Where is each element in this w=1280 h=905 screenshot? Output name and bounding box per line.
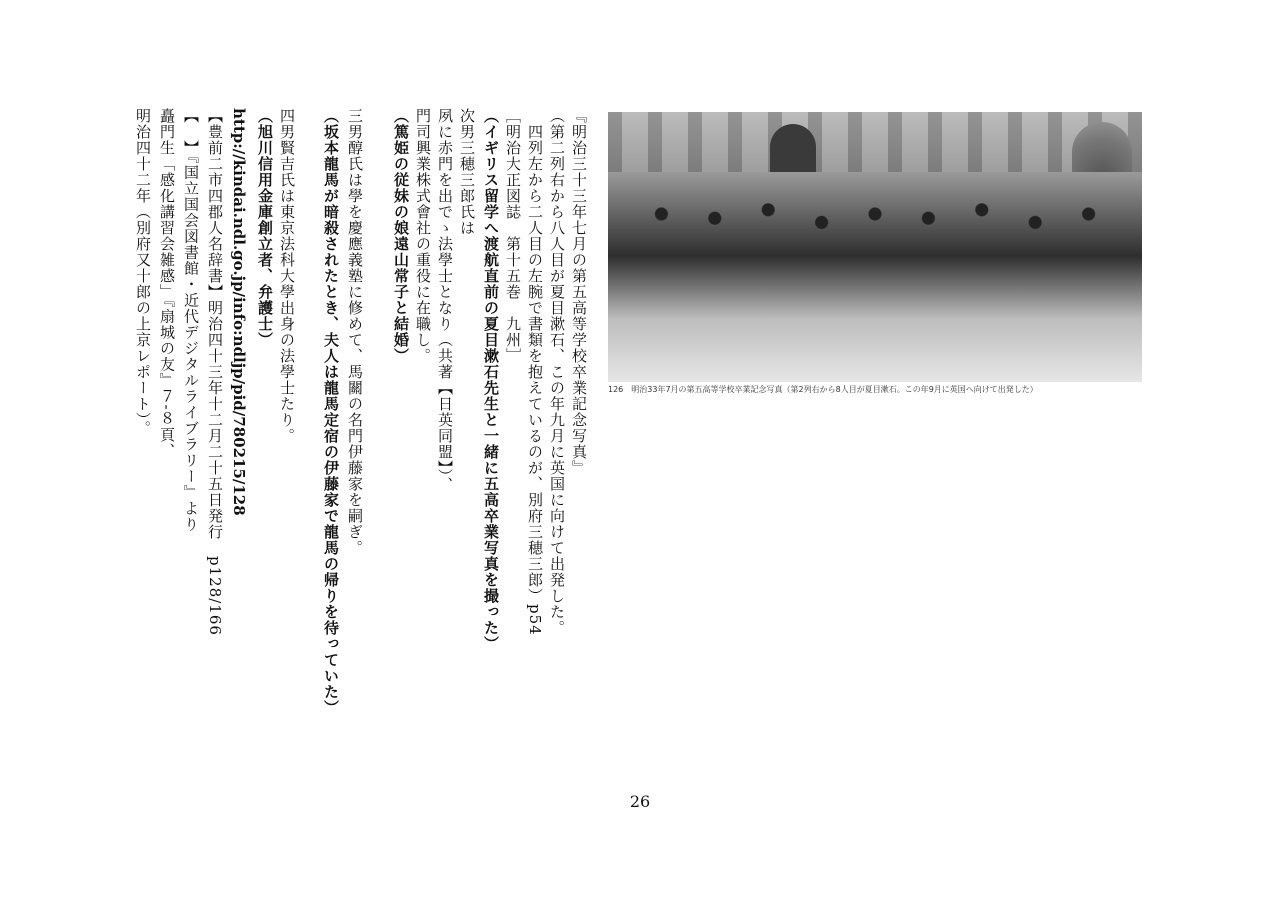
photo-caption: 126 明治33年7月の第五高等学校卒業記念写真（第2列右から8人目が夏目漱石。この年9月に英国へ向けて出発した） <box>608 385 1038 394</box>
page-number: 26 <box>629 792 651 811</box>
text-column-5: （イギリス留学へ渡航直前の夏目漱石先生と一緒に五高卒業写真を撮った） <box>482 108 500 652</box>
text-column-6: 次男三穂三郎氏は <box>458 108 476 236</box>
text-column-9: （篤姫の従妹の娘遠山常子と結婚） <box>392 108 410 364</box>
text-column-11: （坂本龍馬が暗殺されたとき、夫人は龍馬定宿の伊藤家で龍馬の帰りを待っていた） <box>322 108 340 716</box>
text-column-2: （第二列右から八人目が夏目漱石、この年九月に英国に向けて出発した。 <box>548 108 566 636</box>
text-column-18: 明治四十二年（別府又十郎の上京レポート）。 <box>134 108 152 437</box>
text-column-14[interactable]: http://kindai.ndl.go.jp/info:ndljp/pid/780215/128 <box>230 108 248 516</box>
text-column-4: ［明治大正図誌 第十五巻 九州］ <box>504 108 522 364</box>
text-column-10: 三男醇氏は學を慶應義塾に修めて、馬關の名門伊藤家を嗣ぎ。 <box>346 108 364 556</box>
photo-crowd <box>608 172 1142 382</box>
text-column-1: 『明治三十三年七月の第五高等学校卒業記念写真』 <box>570 108 588 476</box>
text-column-7: 夙に赤門を出でゝ法學士となり（共著【日英同盟】）、 <box>436 108 454 493</box>
text-column-13: （旭川信用金庫創立者、弁護士） <box>256 108 274 348</box>
text-column-16: 【 】『国立国会図書館・近代デジタルライブラリー』より <box>182 108 200 533</box>
text-column-15: 【豊前二市四郡人名辞書】明治四十三年十二月二十五日発行 p128/166 <box>206 108 224 636</box>
text-column-12: 四男賢吉氏は東京法科大學出身の法學士たり。 <box>278 108 296 444</box>
graduation-photo <box>608 112 1142 382</box>
text-column-17: 矗門生「感化講習会雑感」『扇城の友』７-８頁、 <box>158 108 176 459</box>
text-column-8: 門司興業株式會社の重役に在職し。 <box>414 108 432 364</box>
text-column-3: 四列左から二人目の左腕で書類を抱えているのが、別府三穂三郎）p54 <box>526 108 544 636</box>
